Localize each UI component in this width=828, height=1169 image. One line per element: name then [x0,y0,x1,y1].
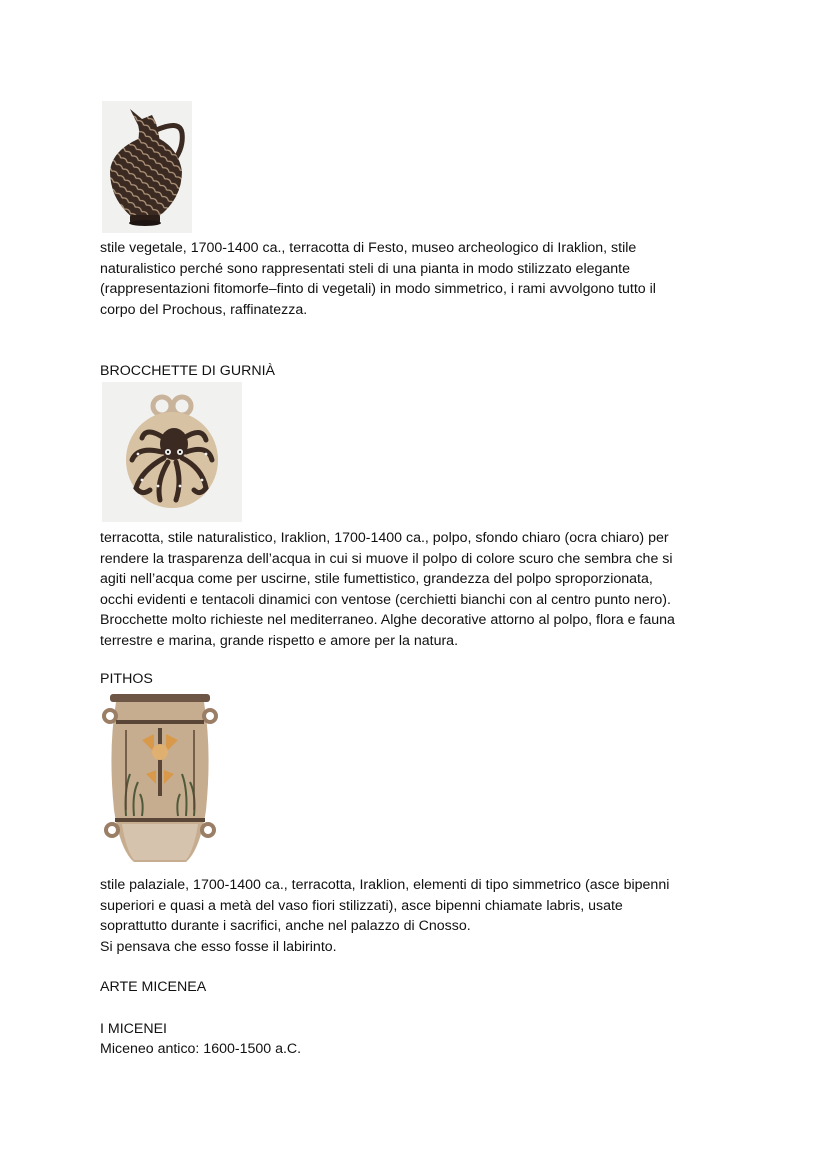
text-line: terrestre e marina, grande rispetto e amore per la natura. [100,632,459,649]
gurnia-description [100,528,740,652]
pithos-description [100,875,740,957]
text-line: stile palaziale, 1700-1400 ca., terracotta, Iraklion, elementi di tipo simmetrico (asce bipenni [100,877,670,893]
text-line: superiori e quasi a metà del vaso fiori stilizzati), asce bipenni chiamate labris, usate [100,897,623,914]
pithos-vase-illustration [102,690,218,870]
text-line: occhi evidenti e tentacoli dinamici con ventose (cerchietti bianchi con al centro punto nero). [100,591,671,608]
heading-i-micenei: I MICENEI [100,1021,168,1037]
prochous-jug-illustration [102,101,192,233]
text-line: naturalistico perché sono rappresentati steli di una pianta in modo stilizzato elegante [100,260,630,277]
heading-gurnia: BROCCHETTE DI GURNIÀ [100,363,275,379]
text-line: Brocchette molto richieste nel mediterraneo. Alghe decorative attorno al polpo, flora e fauna [100,612,675,629]
prochous-image [102,101,192,233]
text-line: (rappresentazioni fitomorfe–finto di vegetali) in modo simmetrico, i rami avvolgono tutto il [100,281,656,298]
miceneo-antico-line: Miceneo antico: 1600-1500 a.C. [100,1041,302,1057]
text-line: terracotta, stile naturalistico, Iraklion, 1700-1400 ca., polpo, sfondo chiaro (ocra chiaro) per [100,530,669,546]
text-line: Si pensava che esso fosse il labirinto. [100,938,337,955]
heading-arte-micenea: ARTE MICENEA [100,979,207,995]
text-line: soprattutto durante i sacrifici, anche nel palazzo di Cnosso. [100,918,471,935]
text-line: rendere la trasparenza dell’acqua in cui si muove il polpo di colore scuro che sembra che si [100,550,673,567]
text-line: stile vegetale, 1700-1400 ca., terracotta di Festo, museo archeologico di Iraklion, stile [100,240,637,256]
prochous-description [100,238,740,320]
text-line: agiti nell’acqua come per uscirne, stile fumettistico, grandezza del polpo sproporzionata, [100,571,653,588]
pithos-image [102,690,218,870]
text-line: corpo del Prochous, raffinatezza. [100,301,308,318]
octopus-flask-illustration [102,382,242,522]
heading-pithos: PITHOS [100,671,153,687]
gurnia-flask-image [102,382,242,522]
